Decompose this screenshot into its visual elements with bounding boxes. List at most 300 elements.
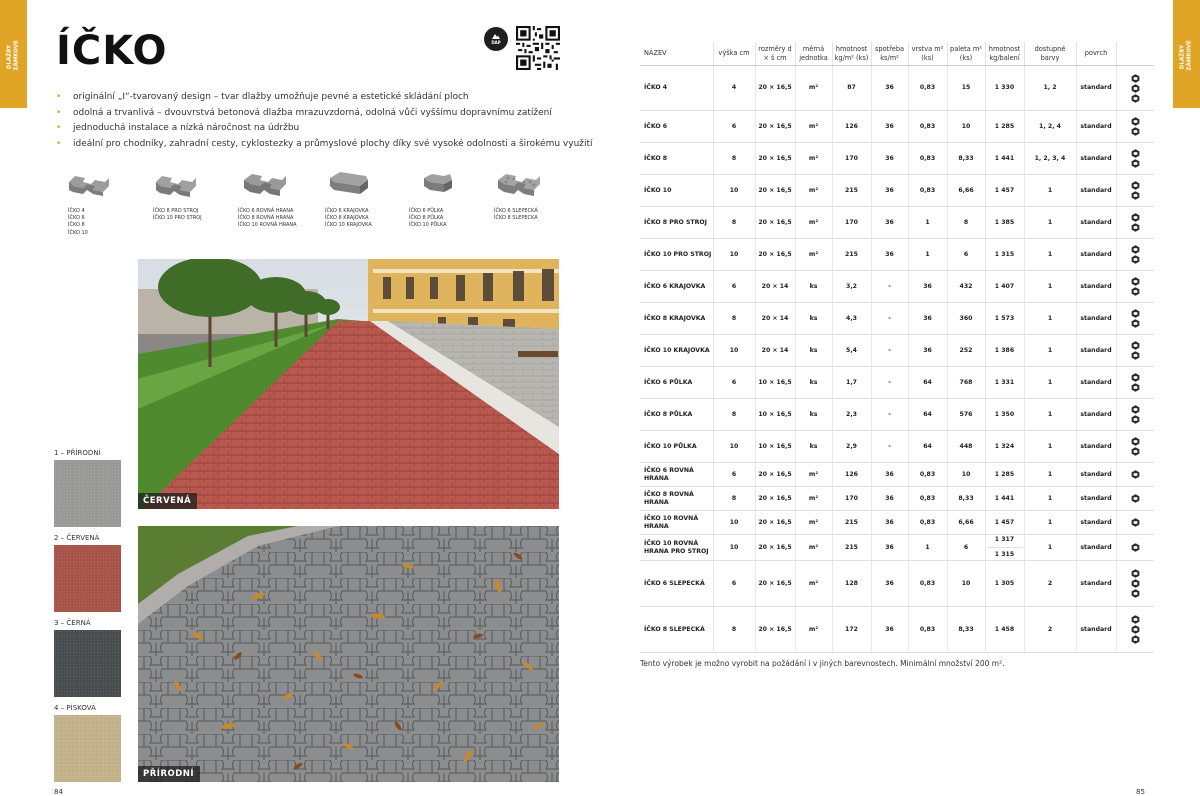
table-cell-layer: 0,83 (908, 111, 947, 143)
table-cell-h: 8 (713, 607, 755, 653)
table-cell-wp: 1 573 (985, 303, 1024, 335)
table-cell-pal: 6 (947, 239, 985, 271)
table-cell-w: 170 (832, 207, 871, 239)
table-cell-col: 1 (1024, 239, 1076, 271)
table-cell-cons: - (871, 431, 908, 463)
col-header: povrch (1076, 42, 1116, 66)
table-cell-dim: 20 × 16,5 (755, 111, 795, 143)
load-class-icon (1131, 351, 1140, 360)
table-cell-cons: 36 (871, 143, 908, 175)
table-cell-layer: 64 (908, 431, 947, 463)
table-cell-dim: 20 × 16,5 (755, 143, 795, 175)
table-cell-h: 6 (713, 561, 755, 607)
table-cell-icons (1116, 399, 1154, 431)
table-cell-unit: ks (795, 367, 832, 399)
table-cell-layer: 36 (908, 335, 947, 367)
table-cell-layer: 36 (908, 303, 947, 335)
table-cell-name: ÍČKO 8 SLEPECKÁ (640, 607, 713, 653)
table-row (640, 207, 1154, 239)
table-cell-cons: 36 (871, 239, 908, 271)
table-cell-pal: 6 (947, 535, 985, 561)
product-image-krajovka (326, 164, 372, 204)
table-cell-surf: standard (1076, 487, 1116, 511)
table-cell-icons (1116, 175, 1154, 207)
table-cell-pal: 6,66 (947, 175, 985, 207)
table-cell-name: ÍČKO 6 ROVNÁ HRANA (640, 463, 713, 487)
table-cell-layer: 0,83 (908, 561, 947, 607)
table-row (640, 561, 1154, 607)
load-class-icon (1131, 159, 1140, 168)
table-row (640, 511, 1154, 535)
table-cell-icons (1116, 487, 1154, 511)
table-cell-dim: 20 × 16,5 (755, 607, 795, 653)
table-cell-surf: standard (1076, 367, 1116, 399)
table-cell-pal: 10 (947, 111, 985, 143)
table-cell-name: ÍČKO 6 KRAJOVKA (640, 271, 713, 303)
table-cell-layer: 1 (908, 535, 947, 561)
table-cell-col: 2 (1024, 607, 1076, 653)
table-cell-pal: 768 (947, 367, 985, 399)
product-caption: ÍČKO 6 SLEPECKÁ ÍČKO 8 SLEPECKÁ (494, 208, 538, 222)
table-cell-h: 8 (713, 207, 755, 239)
table-cell-pal: 6,66 (947, 511, 985, 535)
table-row (640, 399, 1154, 431)
load-class-icon (1131, 415, 1140, 424)
table-cell-surf: standard (1076, 303, 1116, 335)
table-cell-layer: 0,83 (908, 607, 947, 653)
table-cell-pal: 360 (947, 303, 985, 335)
col-header-icons (1116, 42, 1154, 66)
table-cell-h: 8 (713, 487, 755, 511)
table-cell-pal: 8,33 (947, 607, 985, 653)
table-cell-col: 1 (1024, 335, 1076, 367)
table-cell-cons: 36 (871, 561, 908, 607)
table-cell-pal: 8,33 (947, 143, 985, 175)
usage-icon (1131, 277, 1140, 286)
table-cell-icons (1116, 143, 1154, 175)
feature-item: • originální „I“-tvarovaný design – tvar dlažby umožňuje pevné a estetické skládání ploch (54, 92, 593, 108)
usage-icon (1131, 494, 1140, 503)
table-cell-icons (1116, 207, 1154, 239)
page-title: ÍČKO (56, 28, 168, 74)
photo-natural-paving (138, 526, 559, 782)
table-cell-layer: 1 (908, 239, 947, 271)
usage-icon (1131, 625, 1140, 634)
photo-label-red: ČERVENÁ (138, 493, 197, 509)
table-cell-wp: 1 330 (985, 66, 1024, 111)
table-cell-w: 3,2 (832, 271, 871, 303)
table-cell-cons: 36 (871, 66, 908, 111)
usage-icon (1131, 543, 1140, 552)
col-header: NÁZEV (640, 42, 713, 66)
table-cell-h: 10 (713, 511, 755, 535)
table-cell-dim: 20 × 16,5 (755, 535, 795, 561)
table-cell-surf: standard (1076, 335, 1116, 367)
col-header: spotřeba ks/m² (871, 42, 908, 66)
tab-line2: ZÁMKOVÉ (1186, 40, 1193, 71)
table-cell-h: 6 (713, 463, 755, 487)
table-cell-layer: 0,83 (908, 511, 947, 535)
dap-badge-text: DAP (491, 40, 501, 45)
table-cell-col: 1 (1024, 463, 1076, 487)
table-cell-wp (985, 535, 1024, 561)
table-row (640, 335, 1154, 367)
table-cell-icons (1116, 561, 1154, 607)
table-cell-unit: m² (795, 175, 832, 207)
table-cell-unit: m² (795, 239, 832, 271)
table-cell-pal: 8 (947, 207, 985, 239)
table-cell-h: 10 (713, 335, 755, 367)
table-cell-cons: 36 (871, 511, 908, 535)
product-caption: ÍČKO 6 PŮLKA ÍČKO 8 PŮLKA ÍČKO 10 PŮLKA (409, 208, 447, 229)
col-header: paleta m² (ks) (947, 42, 985, 66)
usage-icon (1131, 84, 1140, 93)
qr-code-icon[interactable] (516, 26, 560, 70)
swatch-label: 3 – ČERNÁ (54, 619, 91, 627)
table-cell-wp: 1 315 (985, 239, 1024, 271)
col-header: dostupné barvy (1024, 42, 1076, 66)
table-cell-pal: 8,33 (947, 487, 985, 511)
table-row (640, 367, 1154, 399)
table-row (640, 143, 1154, 175)
tab-line2: ZÁMKOVÉ (13, 40, 20, 71)
load-class-icon (1131, 223, 1140, 232)
table-cell-col: 1 (1024, 511, 1076, 535)
table-cell-icons (1116, 431, 1154, 463)
table-cell-wp: 1 458 (985, 607, 1024, 653)
table-row (640, 303, 1154, 335)
table-cell-dim: 20 × 16,5 (755, 487, 795, 511)
table-cell-col: 1 (1024, 399, 1076, 431)
load-class-icon (1131, 383, 1140, 392)
table-cell-icons (1116, 271, 1154, 303)
product-caption: ÍČKO 6 ROVNÁ HRANA ÍČKO 8 ROVNÁ HRANA ÍČKO 10 ROVNÁ HRANA (238, 208, 297, 229)
table-cell-icons (1116, 66, 1154, 111)
table-cell-col: 1 (1024, 535, 1076, 561)
table-cell-surf: standard (1076, 431, 1116, 463)
load-class-icon (1131, 94, 1140, 103)
table-cell-name: ÍČKO 10 PŮLKA (640, 431, 713, 463)
table-cell-dim: 10 × 16,5 (755, 431, 795, 463)
usage-icon (1131, 149, 1140, 158)
usage-icon (1131, 181, 1140, 190)
usage-icon (1131, 437, 1140, 446)
table-cell-w: 170 (832, 143, 871, 175)
table-cell-cons: 36 (871, 463, 908, 487)
table-cell-surf: standard (1076, 511, 1116, 535)
usage-icon (1131, 518, 1140, 527)
table-cell-w: 215 (832, 175, 871, 207)
table-cell-w: 215 (832, 535, 871, 561)
table-cell-unit: m² (795, 561, 832, 607)
table-cell-unit: m² (795, 207, 832, 239)
table-cell-name: ÍČKO 6 (640, 111, 713, 143)
table-cell-col: 1 (1024, 487, 1076, 511)
table-cell-surf: standard (1076, 111, 1116, 143)
section-tab-left (0, 0, 27, 108)
table-cell-col: 1 (1024, 175, 1076, 207)
product-image-slepecka (494, 164, 542, 204)
product-image-pro-stroj (152, 164, 200, 204)
table-cell-unit: m² (795, 143, 832, 175)
table-cell-wp: 1 305 (985, 561, 1024, 607)
table-header-row (640, 42, 1154, 66)
usage-icon (1131, 341, 1140, 350)
table-cell-w: 4,3 (832, 303, 871, 335)
table-cell-wp: 1 457 (985, 511, 1024, 535)
table-cell-col: 1 (1024, 367, 1076, 399)
table-cell-name: ÍČKO 10 ROVNÁ HRANA PRO STROJ (640, 535, 713, 561)
pedestrian-icon (1131, 615, 1140, 624)
table-cell-w: 5,4 (832, 335, 871, 367)
table-cell-unit: ks (795, 431, 832, 463)
table-cell-w: 172 (832, 607, 871, 653)
table-cell-col: 1 (1024, 207, 1076, 239)
table-cell-h: 8 (713, 303, 755, 335)
table-cell-layer: 0,83 (908, 175, 947, 207)
table-row (640, 535, 1154, 561)
table-cell-h: 10 (713, 535, 755, 561)
table-cell-surf: standard (1076, 143, 1116, 175)
table-cell-cons: - (871, 399, 908, 431)
table-cell-h: 8 (713, 399, 755, 431)
table-cell-h: 8 (713, 143, 755, 175)
table-cell-name: ÍČKO 10 PRO STROJ (640, 239, 713, 271)
usage-icon (1131, 117, 1140, 126)
table-row (640, 111, 1154, 143)
feature-list (54, 92, 593, 154)
product-caption: ÍČKO 4 ÍČKO 6 ÍČKO 8 ÍČKO 10 (68, 208, 88, 236)
table-cell-icons (1116, 535, 1154, 561)
pedestrian-icon (1131, 74, 1140, 83)
table-cell-pal: 576 (947, 399, 985, 431)
table-cell-layer: 1 (908, 207, 947, 239)
table-row (640, 239, 1154, 271)
table-cell-name: ÍČKO 8 KRAJOVKA (640, 303, 713, 335)
table-cell-dim: 20 × 16,5 (755, 511, 795, 535)
table-cell-layer: 0,83 (908, 143, 947, 175)
table-cell-dim: 20 × 16,5 (755, 207, 795, 239)
table-cell-surf: standard (1076, 66, 1116, 111)
table-cell-dim: 20 × 14 (755, 303, 795, 335)
usage-icon (1131, 309, 1140, 318)
col-header: hmotnost kg/balení (985, 42, 1024, 66)
table-cell-layer: 64 (908, 399, 947, 431)
table-cell-w: 126 (832, 111, 871, 143)
table-cell-cons: 36 (871, 607, 908, 653)
load-class-icon (1131, 127, 1140, 136)
table-cell-surf: standard (1076, 561, 1116, 607)
pedestrian-icon (1131, 569, 1140, 578)
load-class-icon (1131, 635, 1140, 644)
table-cell-w: 128 (832, 561, 871, 607)
col-header: rozměry d × š cm (755, 42, 795, 66)
table-row (640, 271, 1154, 303)
product-image-rovna-hrana (240, 164, 290, 204)
table-cell-wp: 1 441 (985, 143, 1024, 175)
table-cell-dim: 20 × 16,5 (755, 66, 795, 111)
table-cell-unit: m² (795, 111, 832, 143)
table-cell-col: 1 (1024, 303, 1076, 335)
table-row (640, 66, 1154, 111)
table-cell-col: 1, 2, 3, 4 (1024, 143, 1076, 175)
table-cell-w: 87 (832, 66, 871, 111)
footnote: Tento výrobek je možno vyrobit na požádání i v jiných barevnostech. Minimální množství 200 m². (640, 659, 1005, 668)
photo-label-natural: PŘÍRODNÍ (138, 766, 200, 782)
table-cell-unit: ks (795, 399, 832, 431)
table-cell-icons (1116, 463, 1154, 487)
usage-icon (1131, 405, 1140, 414)
table-cell-name: ÍČKO 6 SLEPECKÁ (640, 561, 713, 607)
table-cell-cons: 36 (871, 111, 908, 143)
photo-red-sidewalk (138, 259, 559, 509)
table-cell-wp: 1 324 (985, 431, 1024, 463)
swatch-label: 1 – PŘÍRODNÍ (54, 449, 101, 457)
product-image-icko (65, 164, 113, 204)
table-cell-wp: 1 331 (985, 367, 1024, 399)
table-cell-wp: 1 386 (985, 335, 1024, 367)
usage-icon (1131, 579, 1140, 588)
table-cell-name: ÍČKO 4 (640, 66, 713, 111)
table-cell-w: 170 (832, 487, 871, 511)
table-cell-dim: 20 × 16,5 (755, 463, 795, 487)
load-class-icon (1131, 287, 1140, 296)
table-cell-name: ÍČKO 6 PŮLKA (640, 367, 713, 399)
table-row (640, 487, 1154, 511)
table-cell-w: 1,7 (832, 367, 871, 399)
table-cell-surf: standard (1076, 535, 1116, 561)
table-cell-wp: 1 457 (985, 175, 1024, 207)
table-cell-surf: standard (1076, 239, 1116, 271)
table-cell-unit: m² (795, 511, 832, 535)
table-cell-pal: 432 (947, 271, 985, 303)
tab-line1: DLAŽBY (1179, 44, 1186, 70)
feature-item: • jednoduchá instalace a nízká náročnost na údržbu (54, 123, 593, 139)
table-cell-h: 6 (713, 111, 755, 143)
table-cell-layer: 64 (908, 367, 947, 399)
table-row (640, 607, 1154, 653)
table-cell-dim: 20 × 16,5 (755, 175, 795, 207)
section-tab-right (1173, 0, 1200, 108)
table-cell-name: ÍČKO 10 ROVNÁ HRANA (640, 511, 713, 535)
table-cell-w: 126 (832, 463, 871, 487)
color-swatch-red (54, 545, 121, 612)
swatch-label: 2 – ČERVENÁ (54, 534, 100, 542)
table-cell-name: ÍČKO 10 (640, 175, 713, 207)
table-cell-icons (1116, 607, 1154, 653)
table-cell-unit: m² (795, 535, 832, 561)
load-class-icon (1131, 255, 1140, 264)
table-cell-col: 1, 2, 4 (1024, 111, 1076, 143)
table-cell-wp: 1 385 (985, 207, 1024, 239)
table-cell-value: 1 315 (994, 551, 1015, 558)
table-cell-unit: m² (795, 607, 832, 653)
page-number-left: 84 (54, 788, 63, 796)
col-header: hmotnost kg/m² (ks) (832, 42, 871, 66)
product-caption: ÍČKO 8 PRO STROJ ÍČKO 10 PRO STROJ (153, 208, 202, 222)
table-cell-wp: 1 285 (985, 463, 1024, 487)
table-cell-name: ÍČKO 8 (640, 143, 713, 175)
feature-item: • ideální pro chodníky, zahradní cesty, cyklostezky a průmyslové plochy díky své vysoké odolnosti a širokému využití (54, 139, 593, 155)
table-cell-surf: standard (1076, 399, 1116, 431)
load-class-icon (1131, 589, 1140, 598)
table-cell-surf: standard (1076, 175, 1116, 207)
table-cell-icons (1116, 367, 1154, 399)
table-row (640, 431, 1154, 463)
table-cell-h: 4 (713, 66, 755, 111)
tab-line1: DLAŽBY (6, 44, 13, 70)
table-cell-pal: 252 (947, 335, 985, 367)
table-cell-h: 10 (713, 175, 755, 207)
col-header: výška cm (713, 42, 755, 66)
table-cell-name: ÍČKO 8 PŮLKA (640, 399, 713, 431)
table-cell-layer: 0,83 (908, 487, 947, 511)
table-cell-col: 2 (1024, 561, 1076, 607)
table-cell-cons: 36 (871, 175, 908, 207)
table-cell-h: 6 (713, 271, 755, 303)
col-header: měrná jednotka (795, 42, 832, 66)
table-row (640, 463, 1154, 487)
usage-icon (1131, 245, 1140, 254)
load-class-icon (1131, 191, 1140, 200)
spec-table (640, 42, 1154, 653)
usage-icon (1131, 213, 1140, 222)
table-cell-col: 1 (1024, 271, 1076, 303)
table-cell-pal: 10 (947, 561, 985, 607)
table-cell-wp: 1 441 (985, 487, 1024, 511)
table-cell-cons: - (871, 303, 908, 335)
table-cell-dim: 10 × 16,5 (755, 399, 795, 431)
page-number-right: 85 (1136, 788, 1145, 796)
color-swatch-sand (54, 715, 121, 782)
table-cell-dim: 10 × 16,5 (755, 367, 795, 399)
usage-icon (1131, 470, 1140, 479)
table-cell-h: 10 (713, 239, 755, 271)
table-cell-icons (1116, 303, 1154, 335)
table-cell-unit: m² (795, 463, 832, 487)
table-cell-pal: 448 (947, 431, 985, 463)
table-cell-pal: 10 (947, 463, 985, 487)
table-cell-name: ÍČKO 8 PRO STROJ (640, 207, 713, 239)
table-cell-unit: m² (795, 487, 832, 511)
table-cell-dim: 20 × 14 (755, 271, 795, 303)
color-swatch-black (54, 630, 121, 697)
load-class-icon (1131, 447, 1140, 456)
table-cell-dim: 20 × 16,5 (755, 239, 795, 271)
table-cell-cons: - (871, 367, 908, 399)
table-cell-wp: 1 350 (985, 399, 1024, 431)
product-image-pulka (420, 164, 456, 204)
col-header: vrstva m² (ks) (908, 42, 947, 66)
table-cell-col: 1, 2 (1024, 66, 1076, 111)
load-class-icon (1131, 319, 1140, 328)
table-cell-cons: - (871, 271, 908, 303)
table-cell-unit: ks (795, 271, 832, 303)
table-cell-h: 10 (713, 431, 755, 463)
table-cell-dim: 20 × 16,5 (755, 561, 795, 607)
usage-icon (1131, 373, 1140, 382)
table-cell-wp: 1 407 (985, 271, 1024, 303)
product-caption: ÍČKO 6 KRAJOVKA ÍČKO 8 KRAJOVKA ÍČKO 10 KRAJOVKA (325, 208, 372, 229)
table-cell-icons (1116, 335, 1154, 367)
table-cell-value: 1 317 (987, 536, 1023, 548)
table-cell-name: ÍČKO 8 ROVNÁ HRANA (640, 487, 713, 511)
table-cell-col: 1 (1024, 431, 1076, 463)
table-cell-icons (1116, 239, 1154, 271)
color-swatch-natural (54, 460, 121, 527)
table-cell-cons: 36 (871, 487, 908, 511)
table-cell-pal: 15 (947, 66, 985, 111)
